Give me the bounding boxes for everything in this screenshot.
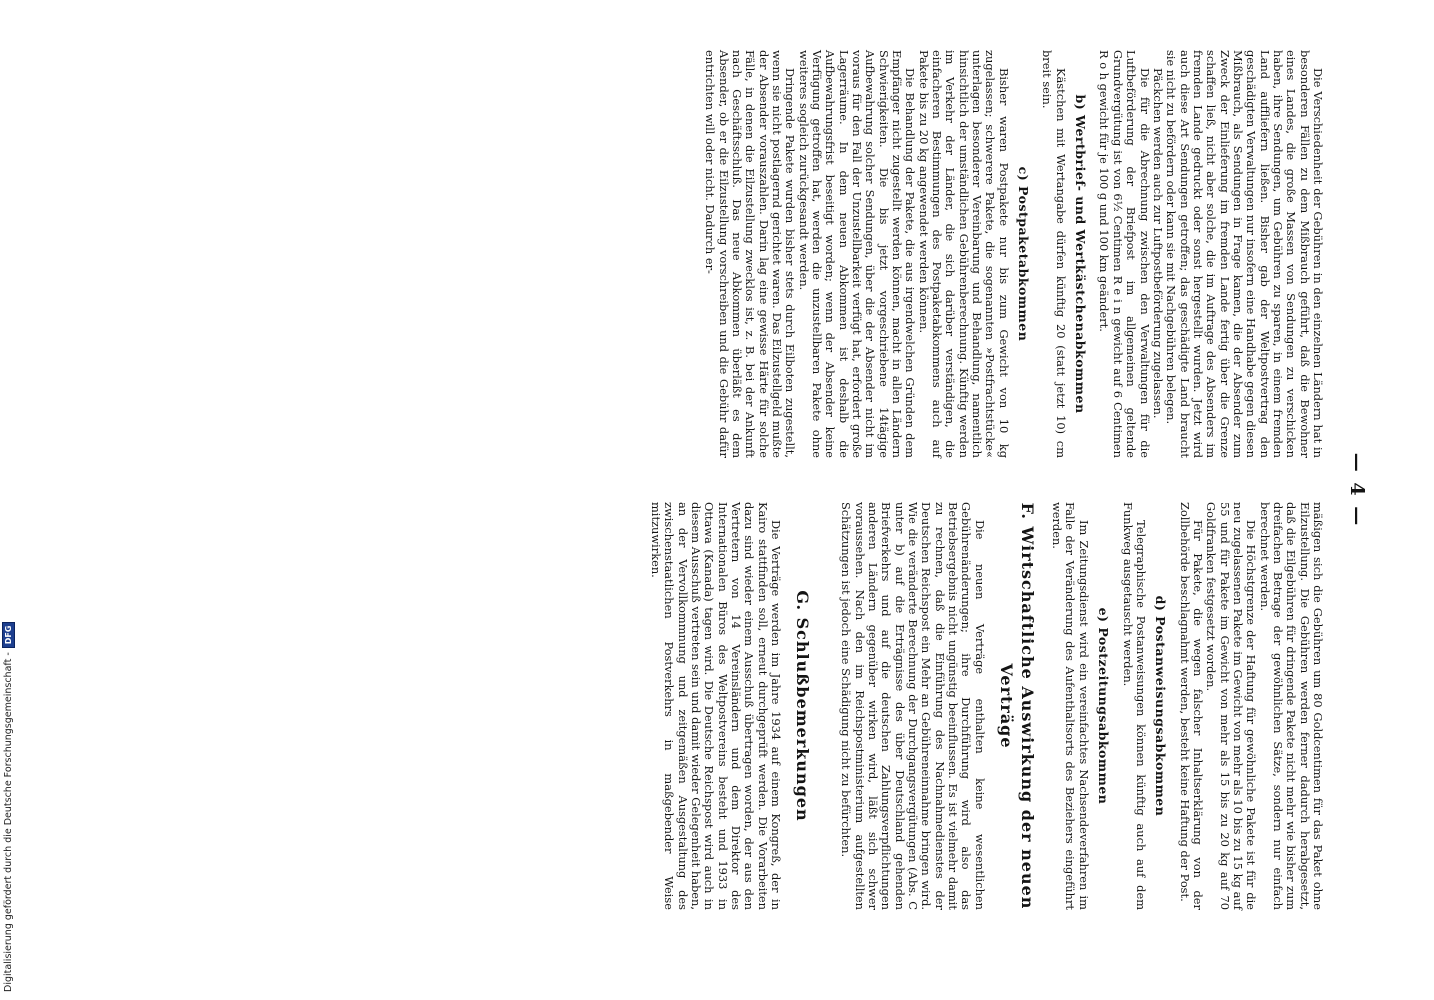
scanned-page [250, 50, 1380, 930]
page-number: — 4 — [1346, 452, 1368, 528]
section-heading: e) Postzeitungsabkommen [1096, 607, 1112, 805]
paragraph: Die Behandlung der Pakete, die aus irgendwelchen Gründen dem Empfänger nicht zugestellt werden können, macht in allen Ländern Schwierigkeiten. Die bis jetzt vorgeschriebene 14tägige Aufbewahrung solcher Sendungen, über die der Absender nicht im voraus für den Fall der Unzustellbarkeit verfügt hat, erfordert große Lagerräume. In dem neuen Abkommen ist deshalb die Aufbewahrungsfrist beseitigt worden; wenn der Absender keine Verfügung getroffen hat, werden die unzustellbaren Pakete ohne weiteres sogleich zurückgesandt werden. [796, 50, 918, 458]
paragraph: Kästchen mit Wertangabe dürfen künftig 20 (statt jetzt 10) cm breit sein. [1040, 50, 1068, 458]
paragraph: mäßigen sich die Gebühren um 80 Goldcentimen für das Paket ohne Eilzustellung. Die Gebühren werden ferner dadurch herabgesetzt, daß die Eilgebühren für dringende Pakete nicht mehr wie bisher zum dreifachen Betrage der gewöhnlichen Sätze, sondern nur einfach berechnet werden. [1257, 502, 1325, 910]
paragraph: Telegraphische Postanweisungen können künftig auch auf dem Funkweg ausgetauscht werden. [1120, 502, 1148, 910]
right-column [649, 502, 1324, 910]
paragraph: Päckchen werden auch zur Luftpostbeförderung zugelassen. [1150, 68, 1165, 419]
paragraph: Bisher waren Postpakete nur bis zum Gewicht von 10 kg zugelassen; schwerere Pakete, die sogenannten »Postfrachtstücke« unterlagen besonderer Vereinbarung und Behandlung, namentlich hinsichtlich der umständlichen Gebührenberechnung. Künftig werden im Verkehr der Länder, die sich darüber verständigen, die einfacheren Bestimmungen des Postpaketabkommens auch auf Pakete bis zu 20 kg angewendet werden können. [916, 50, 1011, 458]
paragraph: Die neuen Verträge enthalten keine wesentlichen Gebührenänderungen; ihre Durchführung wird also das Betriebsergebnis nicht ungünstig beeinflussen. Es ist vielmehr damit zu rechnen, daß die Einführung des Nachnahmedienstes der Deutschen Reichspost ein Mehr an Gebühreneinnahme bringen wird. Wie die veränderte Berechnung der Durchgangsvergütungen (Abs. C unter b) auf die Erträgnisse des über Deutschland gehenden Briefverkehrs und auf die deutschen Zahlungsverpflichtungen anderen Ländern gegenüber wirken wird, läßt sich schwer voraussehen. Nach den im Reichspostministerium aufgestellten Schätzungen ist jedoch eine Schädigung nicht zu befürchten. [839, 502, 987, 910]
paragraph: Die für die Abrechnung zwischen den Verwaltungen für die Luftbeförderung der Briefpost im allgemeinen geltende Grundvergütung ist von 6½ Centimen R e i n gewicht auf 6 Centimen R o h gewicht für je 100 g und 100 km geändert. [1097, 50, 1152, 458]
left-column [703, 50, 1324, 458]
section-heading: c) Postpaketabkommen [1016, 166, 1032, 342]
section-heading: b) Wertbrief- und Wertkästchenabkommen [1073, 94, 1089, 414]
dfg-logo: DFG [2, 622, 15, 649]
paragraph: Die Verschiedenheit der Gebühren in den einzelnen Ländern hat in besonderen Fällen zu dem Mißbrauch geführt, daß die Bewohner eines Landes, die große Massen von Sendungen zu verschicken haben, ihre Sendungen, um Gebühren zu sparen, in einem fremden Land auffliefern ließen. Bisher gab der Weltpostvertrag den geschädigten Verwaltungen nur insofern eine Handhabe gegen diesen Mißbrauch, als Sendungen in Frage kamen, die der Absender zum Zweck der Einlieferung im fremden Lande fertig über die Grenze schaffen ließ, nicht aber solche, die im Auftrage des Absenders im fremden Lande gedruckt oder sonst hergestellt wurden. Jetzt wird auch diese Art Sendungen getroffen; das geschädigte Land braucht sie nicht zu befördern oder kann sie mit Nachgebühren belegen. [1164, 50, 1325, 458]
digitization-credit [2, 2, 16, 992]
credit-text: Digitalisierung gefördert durch die Deutsche Forschungsgemeinschaft - [3, 652, 14, 992]
section-heading: G. Schlußbemerkungen [793, 590, 813, 822]
paragraph: Dringende Pakete wurden bisher stets durch Eilboten zugestellt, wenn sie nicht postlagernd gerichtet waren. Das Eilzustellgeld mußte der Absender vorauszahlen. Darin lag eine gewisse Härte für solche Fälle, in denen die Eilzustellung zwecklos ist, z. B. bei der Ankunft nach Geschäftsschluß. Das neue Abkommen überläßt es dem Absender, ob er die Eilzustellung vorschreiben und die Gebühr dafür entrichten will oder nicht. Dadurch er- [703, 50, 798, 458]
paragraph: Im Zeitungsdienst wird ein vereinfachtes Nachsendeverfahren im Falle der Veränderung des Aufenthaltsorts des Beziehers eingeführt werden. [1050, 502, 1091, 910]
paragraph: Die Verträge werden im Jahre 1934 auf einem Kongreß, der in Kairo stattfinden soll, erneut durchgeprüft werden. Die Vorarbeiten dazu sind wieder einem Ausschuß übertragen worden, der aus den Vertretern von 14 Vereinsländern und dem Direktor des Internationalen Büros des Weltpostvereins besteht und 1933 in Ottawa (Kanada) tagen wird. Die Deutsche Reichspost wird auch in diesem Ausschuß vertreten sein und damit wieder Gelegenheit haben, an der Vervollkommnung und zeitgemäßen Ausgestaltung des zwischenstaatlichen Postverkehrs in maßgebender Weise mitzuwirken. [648, 502, 784, 910]
paragraph: Die Höchstgrenze der Haftung für gewöhnliche Pakete ist für die neu zugelassenen Pakete im Gewicht von mehr als 10 bis zu 15 kg auf 55 und für Pakete im Gewicht von mehr als 15 bis zu 20 kg auf 70 Goldfranken festgesetzt worden. [1204, 502, 1259, 910]
section-heading: F. Wirtschaftliche Auswirkung der neuen Verträge [996, 502, 1037, 910]
section-heading: d) Postanweisungsabkommen [1153, 595, 1169, 817]
paragraph: Für Pakete, die wegen falscher Inhaltserklärung von der Zollbehörde beschlagnahmt werden, besteht keine Haftung der Post. [1177, 502, 1205, 910]
